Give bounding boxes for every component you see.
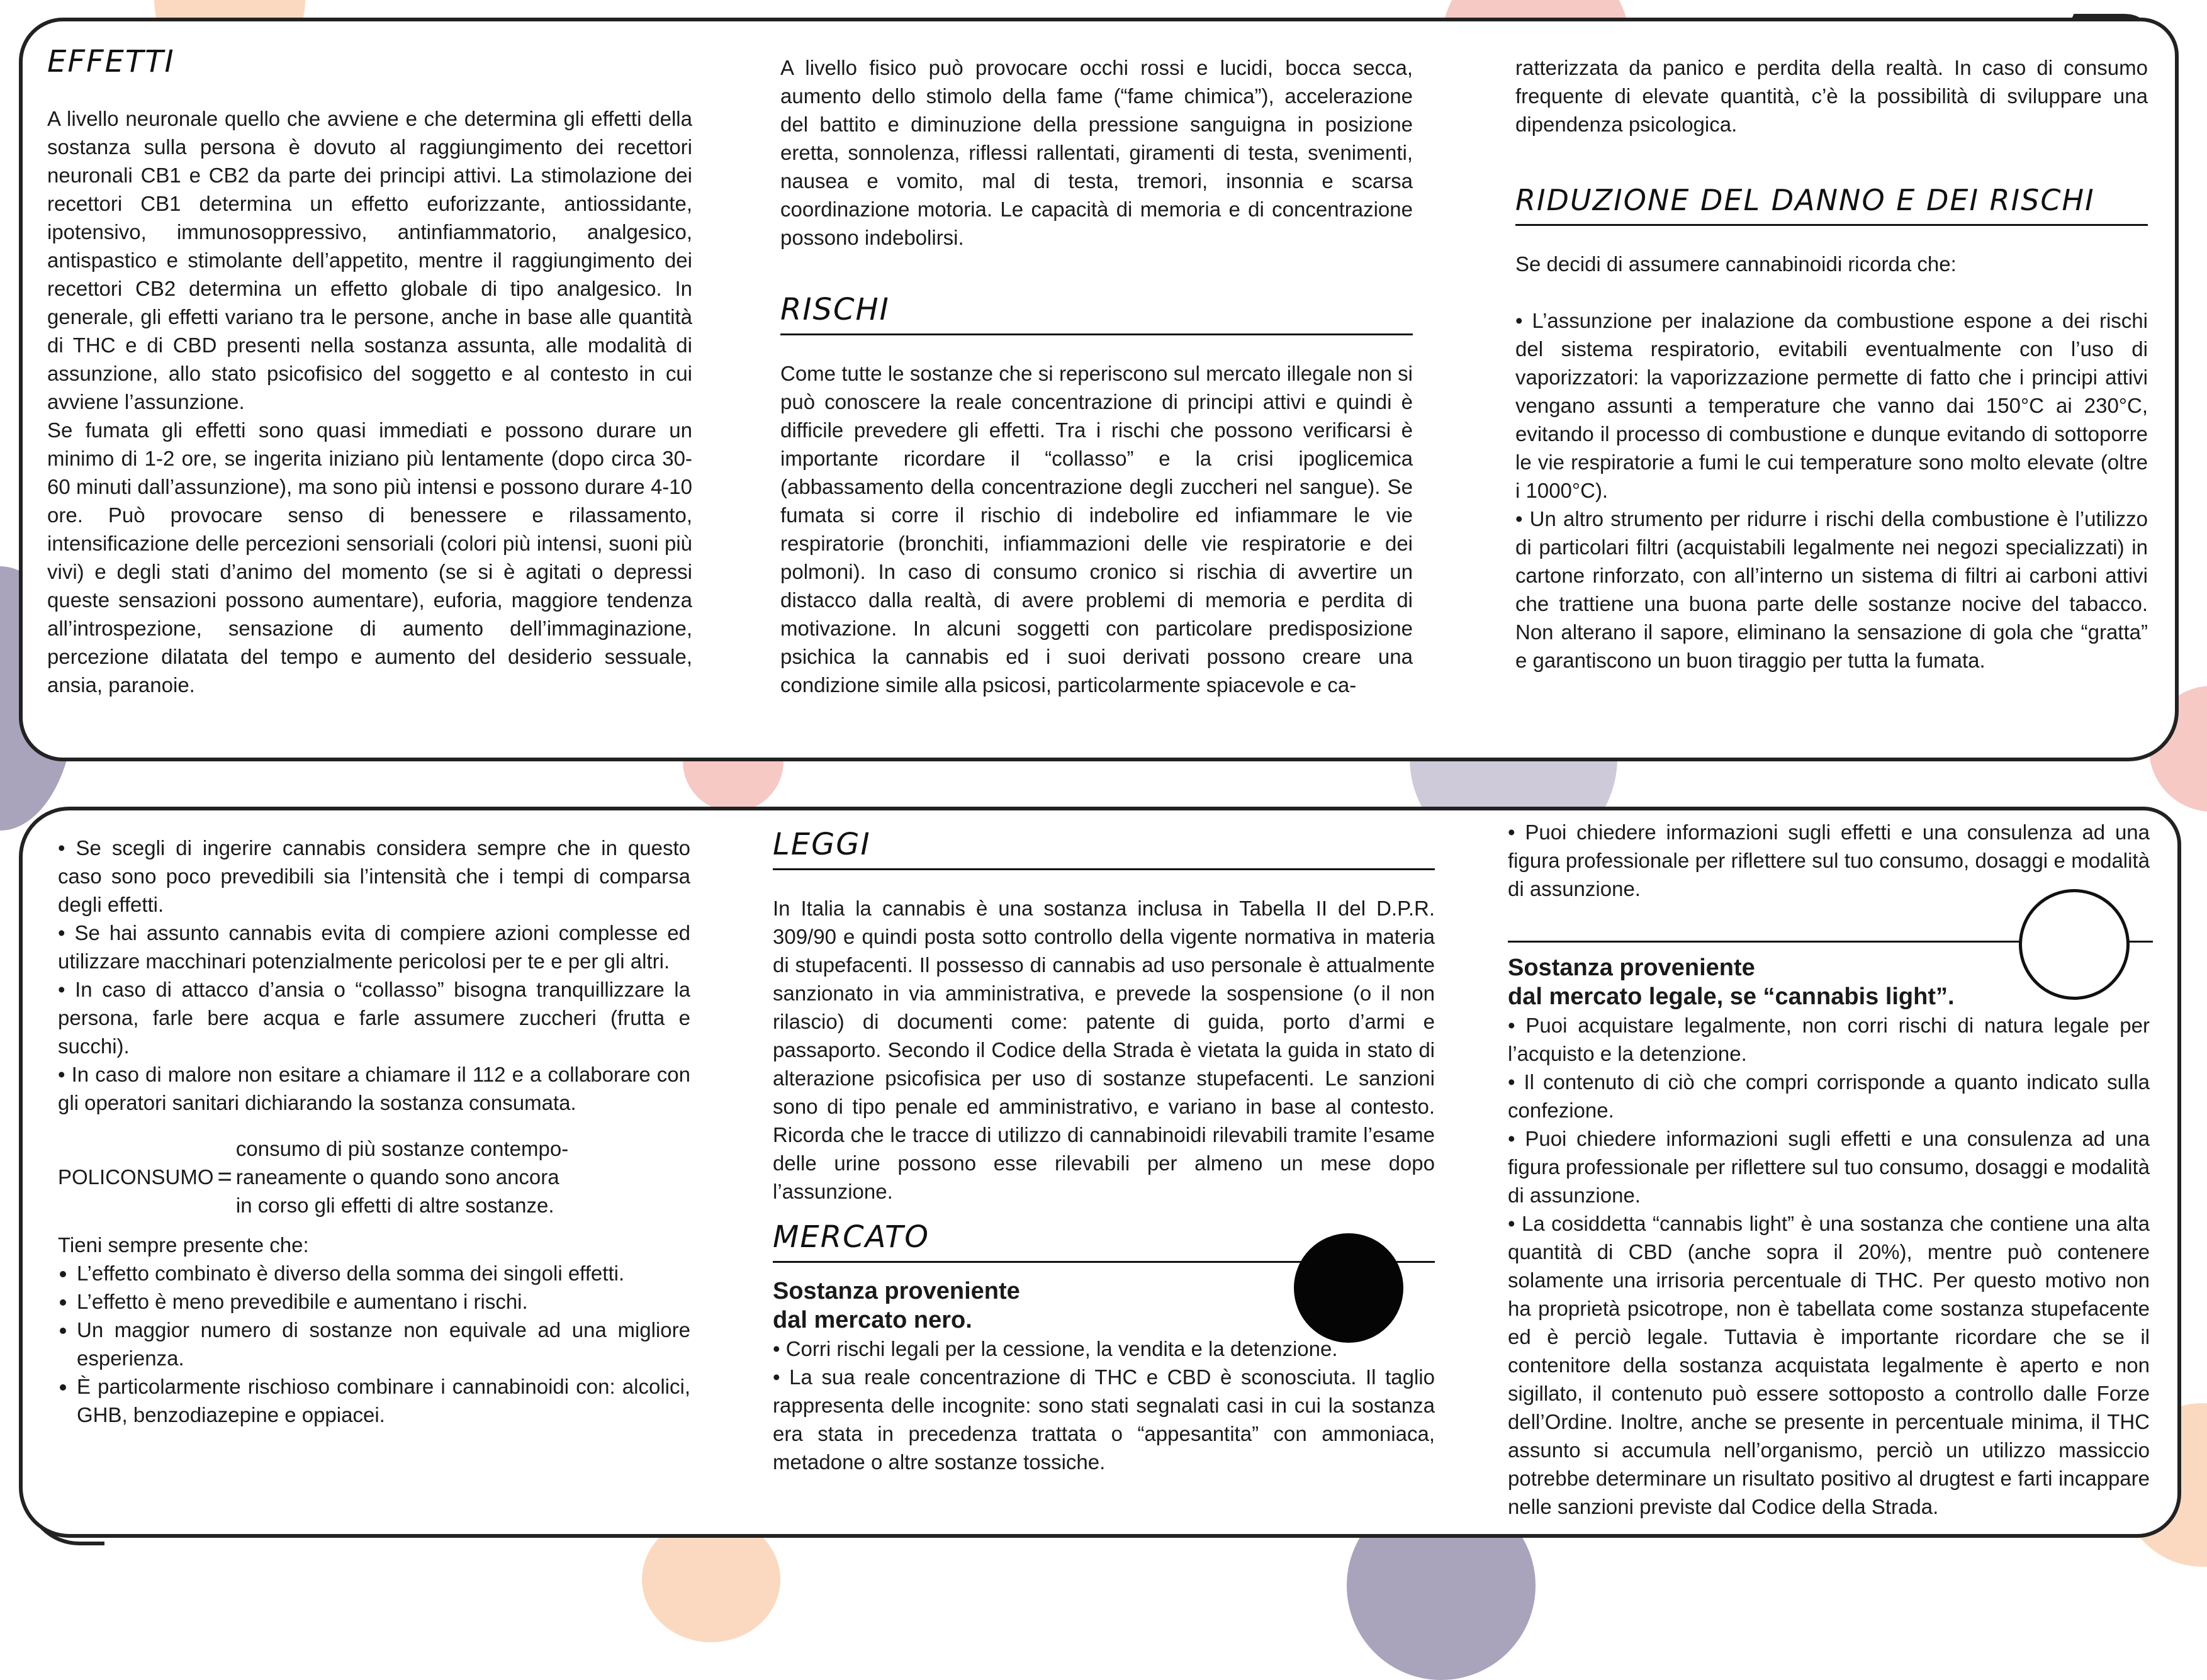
list-item: • L’effetto combinato è diverso della somma dei singoli effetti.: [77, 1259, 690, 1287]
mercato-legale-heading-line-1: Sostanza proveniente: [1508, 955, 1755, 981]
remember-heading: Tieni sempre presente che:: [58, 1233, 309, 1257]
column-consigli: [58, 834, 690, 1429]
section-title-leggi: LEGGI: [773, 826, 1435, 870]
section-title-rischi: RISCHI: [780, 291, 1413, 335]
mercato-nero-heading-line-2: dal mercato nero.: [773, 1307, 972, 1333]
riduzione-bullet-1: • L’assunzione per inalazione da combustione espone a dei rischi del sistema respiratorio, evitabili eventualmente con l’uso di vaporizzatori: la vaporizzazione permette di fatto che i principi attivi vengano assunti a temperature che vanno dai 150°C ai 230°C, evitando il processo di combustione e dunque evitando di sottoporre le vie respiratorie a fumi le cui temperature sono molto elevate (oltre i 1000°C).: [1515, 309, 2148, 502]
column-rischi: [780, 53, 1413, 699]
mercato-nero-bullet-1: • Corri rischi legali per la cessione, la vendita e la detenzione.: [773, 1337, 1338, 1360]
consigli-bullet-3: • In caso di attacco d’ansia o “collasso” bisogna tranquillizzare la persona, farle bere acqua e farle assumere zuccheri (frutta e succhi).: [58, 978, 690, 1058]
riduzione-bullet-2: • Un altro strumento per ridurre i rischi della combustione è l’utilizzo di particolari filtri (acquistabili legalmente nei negozi specializzati) in cartone rinforzato, con all’interno un sistema di filtri ai carboni attivi che trattiene una buona parte delle sostanze nocive del tabacco. Non alterano il sapore, eliminano la sensazione di gola che “gratta” e garantiscono un buon tiraggio per tutta la fumata.: [1515, 507, 2148, 672]
riduzione-intro: Se decidi di assumere cannabinoidi ricorda che:: [1515, 252, 1957, 276]
policonsumo-definition: [58, 1134, 690, 1219]
policonsumo-line-1: consumo di più sostanze contempo-: [235, 1137, 569, 1160]
policonsumo-line-3: in corso gli effetti di altre sostanze.: [235, 1194, 554, 1217]
column-effetti: [47, 43, 692, 699]
mercato-nero-heading-line-1: Sostanza proveniente: [773, 1278, 1020, 1304]
leggi-paragraph: In Italia la cannabis è una sostanza inclusa in Tabella II del D.P.R. 309/90 e quindi posta sotto controllo della vigente normativa in materia di stupefacenti. Il possesso di cannabis ad uso personale è attualmente sanzionato in via amministrativa, e prevede la sospensione (o il non rilascio) di documenti come: patente di guida, porto d’armi e passaporto. Secondo il Codice della Strada è vietata la guida in stato di alterazione psicofisica per uso di sostanze stupefacenti. Le sanzioni sono di tipo penale ed amministrativo, e variano in base al contesto. Ricorda che le tracce di utilizzo di cannabinoidi rilevabili tramite l’esame delle urine possono esse rilevabili per almeno un mese dopo l’assunzione.: [773, 897, 1435, 1203]
mercato-legale-heading-line-2: dal mercato legale, se “cannabis light”.: [1508, 983, 1955, 1010]
black-dot-icon: [1294, 1233, 1403, 1343]
consigli-bullet-1: • Se scegli di ingerire cannabis considera sempre che in questo caso sono poco prevedibili sia l’intensità che i tempi di comparsa degli effetti.: [58, 836, 690, 916]
policonsumo-list: [58, 1259, 690, 1429]
rischi-paragraph: Come tutte le sostanze che si reperiscono sul mercato illegale non si può conoscere la reale concentrazione di principi attivi e quindi è difficile prevedere gli effetti. Tra i rischi che possono verificarsi è importante ricordare il “collasso” e la crisi ipoglicemica (abbassamento della concentrazione degli zuccheri nel sangue). Se fumata si corre il rischio di indebolire ed infiammare le vie respiratorie (bronchiti, infiammazioni delle vie respiratorie e dei polmoni). In caso di consumo cronico si rischia di avvertire un distacco dalla realtà, di avere problemi di memoria e perdita di motivazione. In alcuni soggetti con particolare predisposizione psichica la cannabis ed i suoi derivati possono creare una condizione simile alla psicosi, particolarmente spiacevole e ca-: [780, 362, 1413, 697]
section-title-mercato: MERCATO: [773, 1218, 1435, 1263]
light-bullet-1: • Puoi acquistare legalmente, non corri rischi di natura legale per l’acquisto e la detenzione.: [1508, 1014, 2150, 1065]
list-item: • Un maggior numero di sostanze non equivale ad una migliore esperienza.: [77, 1316, 690, 1372]
list-item: • L’effetto è meno prevedibile e aumentano i rischi.: [77, 1287, 690, 1316]
rischi-continuation-paragraph: ratterizzata da panico e perdita della realtà. In caso di consumo frequente di elevate quantità, c’è la possibilità di sviluppare una dipendenza psicologica.: [1515, 56, 2148, 136]
policonsumo-line-2: raneamente o quando sono ancora: [235, 1165, 559, 1189]
light-bullet-3: • Puoi chiedere informazioni sugli effetti e una consulenza ad una figura professionale per riflettere sul tuo consumo, dosaggi e modalità di assunzione.: [1508, 1127, 2150, 1207]
policonsumo-label: POLICONSUMO: [58, 1165, 214, 1189]
column-cannabis-light: [1508, 818, 2150, 1521]
mercato-legale-heading: [1508, 953, 2150, 1011]
effetti-paragraph-2: Se fumata gli effetti sono quasi immediati e possono durare un minimo di 1-2 ore, se ingerita iniziano più lentamente (dopo circa 30-60 minuti dall’assunzione), ma sono più intensi e possono durare 4-10 ore. Può provocare senso di benessere e rilassamento, intensificazione delle percezioni sensoriali (colori più intensi, suoni più vivi) e degli stati d’animo del momento (se si è agitati o depressi queste sensazioni possono aumentare), euforia, maggiore tendenza all’introspezione, sensazione di aumento dell’immaginazione, percezione dilatata del tempo e aumento del desiderio sessuale, ansia, paranoie.: [47, 418, 692, 697]
physical-effects-paragraph: A livello fisico può provocare occhi rossi e lucidi, bocca secca, aumento dello stimolo della fame (“fame chimica”), accelerazione del battito e diminuzione della pressione sanguigna in posizione eretta, sonnolenza, riflessi rallentati, giramenti di testa, svenimenti, nausea e vomito, mal di testa, tremori, insonnia e scarsa coordinazione motoria. Le capacità di memoria e di concentrazione possono indebolirsi.: [780, 56, 1413, 249]
light-bullet-2: • Il contenuto di ciò che compri corrisponde a quanto indicato sulla confezione.: [1508, 1070, 2150, 1122]
light-bullet-4: • La cosiddetta “cannabis light” è una sostanza che contiene una alta quantità di CBD (anche sopra il 20%), mentre può contenere solamente una irrisoria percentuale di THC. Per questo motivo non ha proprietà psicotrope, non è tabellata come sostanza stupefacente ed è perciò legale. Tuttavia è importante ricordare che se il contenitore della sostanza acquistata legalmente è aperto e non sigillato, il contenuto può essere sottoposto a controllo dalle Forze dell’Ordine. Inoltre, anche se presente in percentuale minima, il THC assunto si accumula nell’organismo, perciò un utilizzo massiccio potrebbe determinare un risultato positivo al drugtest e farti incappare nelle sanzioni previste dal Codice della Strada.: [1508, 1212, 2150, 1518]
column-riduzione-danno: [1515, 53, 2148, 675]
effetti-paragraph-1: A livello neuronale quello che avviene e che determina gli effetti della sostanza sulla persona è dovuto al raggiungimento dei recettori neuronali CB1 e CB2 da parte dei principi attivi. La stimolazione dei recettori CB1 determina un effetto euforizzante, antiossidante, ipotensivo, immunosoppressivo, antinfiammatorio, analgesico, antispastico e stimolante dell’appetito, mentre il raggiungimento dei recettori CB2 determina un effetto globale di tipo analgesico. In generale, gli effetti variano tra le persone, anche in base alle quantità di THC e di CBD presenti nella sostanza assunta, alle modalità di assunzione, allo stato psicofisico del soggetto e al contesto in cui avviene l’assunzione.: [47, 107, 692, 413]
consigli-bullet-2: • Se hai assunto cannabis evita di compiere azioni complesse ed utilizzare macchinari potenzialmente pericolosi per te e per gli altri.: [58, 921, 690, 973]
consulenza-bullet: • Puoi chiedere informazioni sugli effetti e una consulenza ad una figura professionale per riflettere sul tuo consumo, dosaggi e modalità di assunzione.: [1508, 820, 2150, 900]
column-leggi-mercato: [773, 826, 1435, 1476]
list-item: • È particolarmente rischioso combinare i cannabinoidi con: alcolici, GHB, benzodiazepine e oppiacei.: [77, 1372, 690, 1429]
policonsumo-equals: =: [217, 1163, 232, 1190]
consigli-bullet-4: • In caso di malore non esitare a chiamare il 112 e a collaborare con gli operatori sanitari dichiarando la sostanza consumata.: [58, 1063, 690, 1114]
section-title-effetti: EFFETTI: [47, 44, 175, 79]
section-title-riduzione-danno: RIDUZIONE DEL DANNO E DEI RISCHI: [1515, 181, 2148, 226]
mercato-nero-bullet-2: • La sua reale concentrazione di THC e CBD è sconosciuta. Il taglio rappresenta delle incognite: sono stati segnalati casi in cui la sostanza era stata in precedenza trattata o “appesantita” con ammoniaca, metadone o altre sostanze tossiche.: [773, 1365, 1435, 1474]
policonsumo-text: [236, 1134, 568, 1219]
